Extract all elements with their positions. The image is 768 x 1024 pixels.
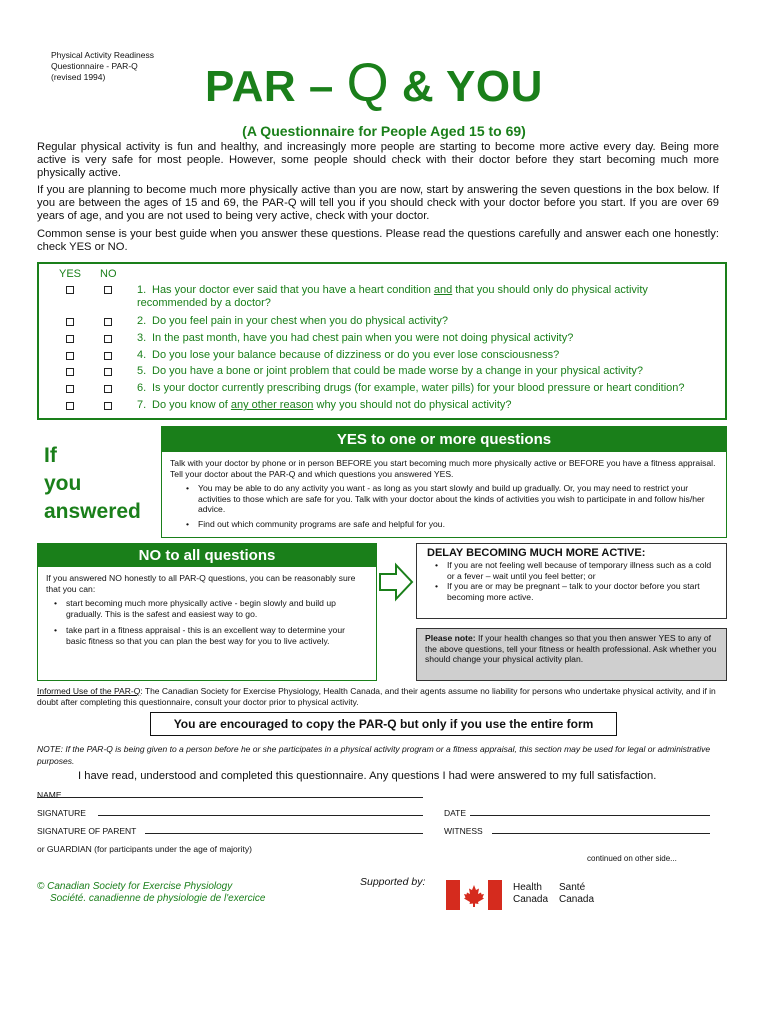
- copy-notice: You are encouraged to copy the PAR-Q but only if you use the entire form: [150, 712, 617, 736]
- witness-line[interactable]: [492, 833, 710, 834]
- no-column-header: NO: [100, 268, 117, 280]
- canada-word-fr: Canada: [559, 894, 595, 905]
- q1-text-post: that you should only do physical activity recommended by a doctor?: [137, 284, 648, 309]
- q7-number: 7.: [137, 399, 147, 411]
- name-label: NAME: [37, 790, 62, 800]
- canada-flag-icon: [446, 880, 502, 910]
- question-4: [137, 349, 707, 362]
- health-canada-wordmark: [513, 882, 594, 906]
- q3-yes-checkbox[interactable]: [66, 335, 74, 343]
- no-section: [37, 543, 377, 681]
- copyright-fr: Société. canadienne de physiologie de l'exercice: [50, 893, 266, 904]
- copyright: [37, 881, 265, 905]
- q2-number: 2.: [137, 315, 147, 327]
- q6-number: 6.: [137, 382, 147, 394]
- guardian-label: or GUARDIAN (for participants under the age of majority): [37, 844, 252, 854]
- sante-word: Santé: [559, 882, 586, 893]
- no-section-list: [38, 594, 376, 646]
- q2-yes-checkbox[interactable]: [66, 318, 74, 326]
- delay-bullet-1: • If you are not feeling well because of temporary illness such as a cold or a fever – wait until you feel better; or: [431, 560, 718, 581]
- health-word: Health: [513, 882, 542, 893]
- informed-use-label: Informed Use of the PAR-Q: [37, 686, 141, 696]
- delay-bullet-2: • If you are or may be pregnant – talk to your doctor before you start becoming more active.: [431, 581, 718, 602]
- title-q: Q: [346, 53, 390, 113]
- form-identifier: [51, 50, 181, 83]
- canada-word-en: Canada: [513, 894, 549, 905]
- title-you: & YOU: [401, 62, 543, 111]
- please-note-label: Please note:: [425, 633, 476, 643]
- legal-note: NOTE: If the PAR-Q is being given to a person before he or she participates in a physical activity program or a fitness appraisal, this section may be used for legal or administrative purposes.: [37, 744, 711, 766]
- q1-text-pre: Has your doctor ever said that you have a heart condition: [152, 284, 434, 296]
- q1-text-and: and: [433, 284, 453, 296]
- yes-bullet-2: • Find out which community programs are safe and helpful for you.: [182, 519, 718, 530]
- supported-by: Supported by:: [360, 876, 426, 888]
- right-arrow-icon: [378, 562, 414, 602]
- q7-no-checkbox[interactable]: [104, 402, 112, 410]
- q5-no-checkbox[interactable]: [104, 368, 112, 376]
- question-5: [137, 365, 707, 378]
- form-id-line2: Questionnaire - PAR-Q: [51, 61, 138, 71]
- declaration-text: I have read, understood and completed this questionnaire. Any questions I had were answered to my full satisfaction.: [78, 770, 657, 782]
- form-id-line3: (revised 1994): [51, 72, 106, 82]
- yes-section: [161, 426, 727, 538]
- q1-no-checkbox[interactable]: [104, 286, 112, 294]
- question-6: [137, 382, 707, 395]
- q5-yes-checkbox[interactable]: [66, 368, 74, 376]
- witness-label: WITNESS: [444, 826, 483, 836]
- copyright-en: © Canadian Society for Exercise Physiology: [37, 881, 233, 892]
- no-bullet-1: • start becoming much more physically active - begin slowly and build up gradually. This is the safest and easiest way to go.: [50, 598, 352, 619]
- q3-text: In the past month, have you had chest pain when you were not doing physical activity?: [152, 332, 574, 344]
- intro-paragraph-1: Regular physical activity is fun and healthy, and increasingly more people are starting to become more active every day. Being more active is very safe for most people. However, some people should check with their doctor before they start becoming much more physically active.: [37, 141, 719, 179]
- delay-heading: DELAY BECOMING MUCH MORE ACTIVE:: [427, 547, 646, 559]
- q2-no-checkbox[interactable]: [104, 318, 112, 326]
- intro-paragraph-2: If you are planning to become much more physically active than you are now, start by answering the seven questions in the box below. If you are between the ages of 15 and 69, the PAR-Q will tell you if you should check with your doctor before you start. If you are over 69 years of age, and you are not used to being very active, check with your doctor.: [37, 184, 719, 222]
- date-label: DATE: [444, 808, 467, 818]
- parent-signature-label: SIGNATURE OF PARENT: [37, 826, 137, 836]
- questions-box: [37, 262, 727, 420]
- q7-yes-checkbox[interactable]: [66, 402, 74, 410]
- yes-section-heading: YES to one or more questions: [162, 427, 726, 452]
- question-1: [137, 284, 707, 310]
- if-line3: answered: [44, 500, 141, 523]
- delay-list: [417, 559, 726, 602]
- please-note-box: [416, 628, 727, 681]
- parent-signature-line[interactable]: [145, 833, 423, 834]
- no-section-intro: If you answered NO honestly to all PAR-Q questions, you can be reasonably sure that you can:: [46, 573, 356, 594]
- q3-no-checkbox[interactable]: [104, 335, 112, 343]
- informed-use-notice: [37, 686, 727, 708]
- intro-paragraph-3: Common sense is your best guide when you answer these questions. Please read the questions carefully and answer each one honestly: check YES or NO.: [37, 228, 719, 253]
- name-line[interactable]: [37, 797, 423, 798]
- q4-no-checkbox[interactable]: [104, 352, 112, 360]
- no-bullet-2: • take part in a fitness appraisal - this is an excellent way to determine your basic fitness so that you can plan the best way for you to live actively.: [50, 625, 352, 646]
- q1-number: 1.: [137, 284, 147, 296]
- title-par: PAR –: [205, 62, 334, 111]
- please-note-body: If your health changes so that you then answer YES to any of the above questions, tell your fitness or health professional. Ask whether you should change your physical activity plan.: [425, 633, 717, 664]
- form-id-line1: Physical Activity Readiness: [51, 50, 154, 60]
- q2-text: Do you feel pain in your chest when you do physical activity?: [152, 315, 448, 327]
- yes-bullet-1: • You may be able to do any activity you want - as long as you start slowly and build up gradually. Or, you may need to restrict your activities to those which are safe for you. Talk with your doctor about the kinds of activities you wish to participate in and follow his/her advice.: [182, 483, 718, 515]
- q7-text-pre: Do you know of: [152, 399, 231, 411]
- if-line2: you: [44, 472, 82, 495]
- q3-number: 3.: [137, 332, 147, 344]
- yes-section-intro: Talk with your doctor by phone or in person BEFORE you start becoming much more physically active or BEFORE you have a fitness appraisal. Tell your doctor about the PAR-Q and which questions you answered YES.: [170, 458, 716, 479]
- q1-yes-checkbox[interactable]: [66, 286, 74, 294]
- q6-no-checkbox[interactable]: [104, 385, 112, 393]
- question-3: [137, 332, 707, 345]
- q4-yes-checkbox[interactable]: [66, 352, 74, 360]
- page-title: [205, 52, 543, 114]
- please-note-text: [417, 629, 726, 665]
- delay-section: [416, 543, 727, 619]
- date-line[interactable]: [470, 815, 710, 816]
- yes-column-header: YES: [59, 268, 82, 280]
- q4-number: 4.: [137, 349, 147, 361]
- q7-text-link: any other reason: [230, 399, 314, 411]
- q7-text-post: why you should not do physical activity?: [313, 399, 512, 411]
- informed-use-text: : The Canadian Society for Exercise Physiology, Health Canada, and their agents assume no liability for persons who undertake physical activity, and if in doubt after completing this questionnaire, consult your doctor prior to physical activity.: [37, 686, 716, 707]
- if-you-answered-label: [44, 442, 141, 526]
- question-7: [137, 399, 707, 412]
- yes-section-list: [162, 479, 726, 529]
- page-subtitle: (A Questionnaire for People Aged 15 to 69): [242, 123, 526, 139]
- question-2: [137, 315, 707, 328]
- q4-text: Do you lose your balance because of dizziness or do you ever lose consciousness?: [152, 349, 560, 361]
- q6-yes-checkbox[interactable]: [66, 385, 74, 393]
- q5-number: 5.: [137, 365, 147, 377]
- signature-label: SIGNATURE: [37, 808, 86, 818]
- no-section-heading: NO to all questions: [38, 544, 376, 567]
- signature-line[interactable]: [98, 815, 423, 816]
- q5-text: Do you have a bone or joint problem that could be made worse by a change in your physical activity?: [152, 365, 644, 377]
- continued-notice: continued on other side...: [587, 854, 677, 863]
- if-line1: If: [44, 444, 57, 467]
- q6-text: Is your doctor currently prescribing drugs (for example, water pills) for your blood pressure or heart condition?: [152, 382, 685, 394]
